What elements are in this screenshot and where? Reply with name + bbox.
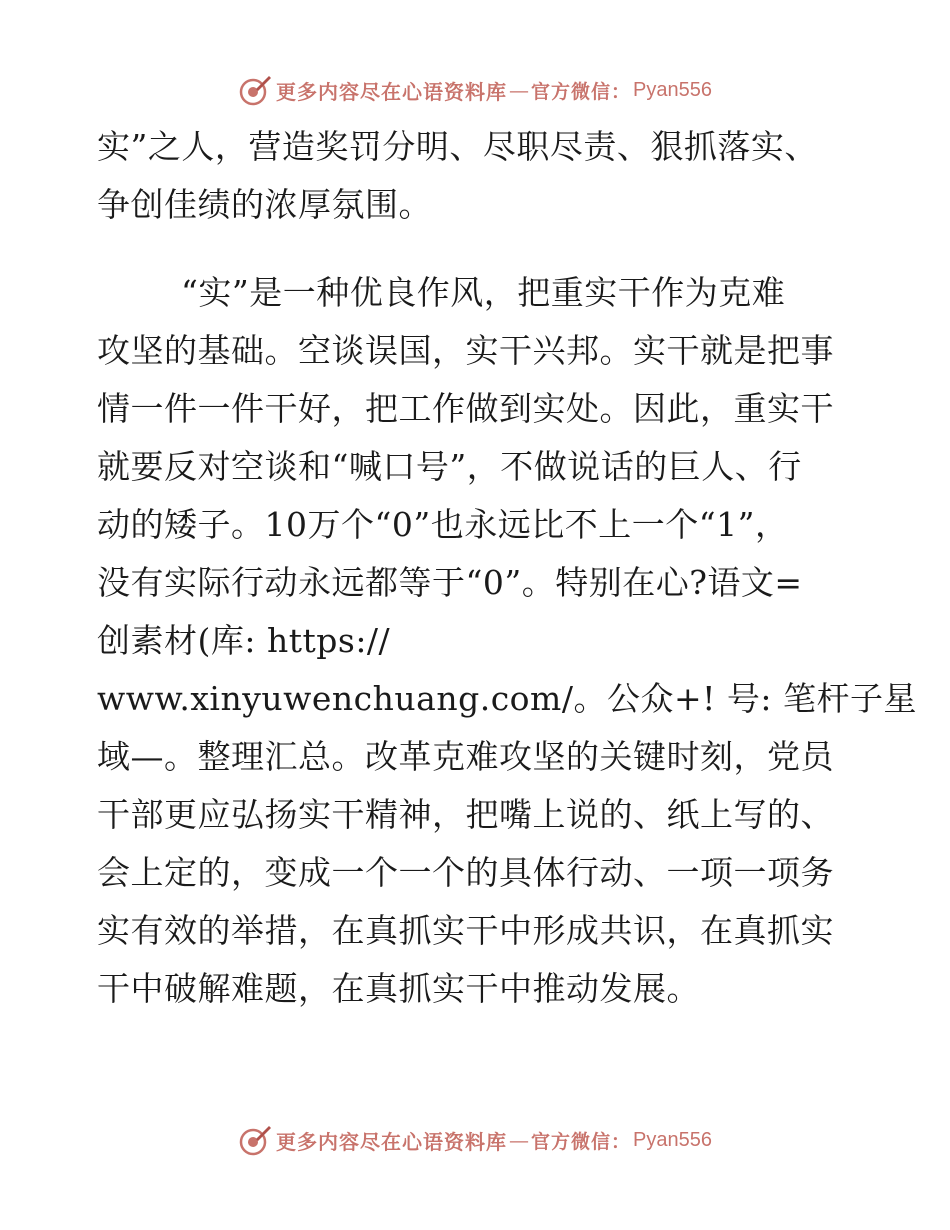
paragraph-1 [97,118,857,234]
banner-wechat-id: Pyan556 [633,1128,712,1151]
text-line: 干中破解难题，在真抓实干中推动发展。 [97,969,700,1008]
banner-text: 更多内容尽在心语资料库 [276,1129,507,1154]
text-line: 干部更应弘扬实干精神，把嘴上说的、纸上写的、 [97,795,834,834]
header-banner [0,70,950,110]
text-line: 没有实际行动永远都等于“0”。特别在心?语文= [97,563,803,602]
text-line: 实有效的举措，在真抓实干中形成共识，在真抓实 [97,911,834,950]
banner-wechat-id: Pyan556 [633,78,712,101]
paragraph-2 [97,264,917,1018]
text-line: 实”之人，营造奖罚分明、尽职尽责、狠抓落实、 [97,127,818,166]
text-line: www.xinyuwenchuang.com/。公众+! 号: 笔杆子星 [97,679,917,718]
banner-separator: — [509,1128,529,1152]
text-line: 攻坚的基础。空谈误国，实干兴邦。实干就是把事 [97,331,834,370]
banner-label: 官方微信： [531,80,632,103]
text-line: 情一件一件干好，把工作做到实处。因此，重实干 [97,389,834,428]
pen-circle-logo-icon [238,1123,272,1157]
text-line: “实”是一种优良作风，把重实干作为克难 [181,273,786,312]
pen-circle-logo-icon [238,73,272,107]
footer-banner [0,1120,950,1160]
text-line: 争创佳绩的浓厚氛围。 [97,185,432,224]
text-line: 域—。整理汇总。改革克难攻坚的关键时刻，党员 [97,737,834,776]
document-body [97,118,917,1018]
banner-text: 更多内容尽在心语资料库 [276,79,507,104]
text-line: 动的矮子。10万个“0”也永远比不上一个“1”， [97,505,789,544]
banner-separator: — [509,78,529,102]
text-line: 就要反对空谈和“喊口号”，不做说话的巨人、行 [97,447,802,486]
text-line: 会上定的，变成一个一个的具体行动、一项一项务 [97,853,834,892]
text-line: 创素材(库: https:// [97,621,391,660]
banner-label: 官方微信： [531,1130,632,1153]
